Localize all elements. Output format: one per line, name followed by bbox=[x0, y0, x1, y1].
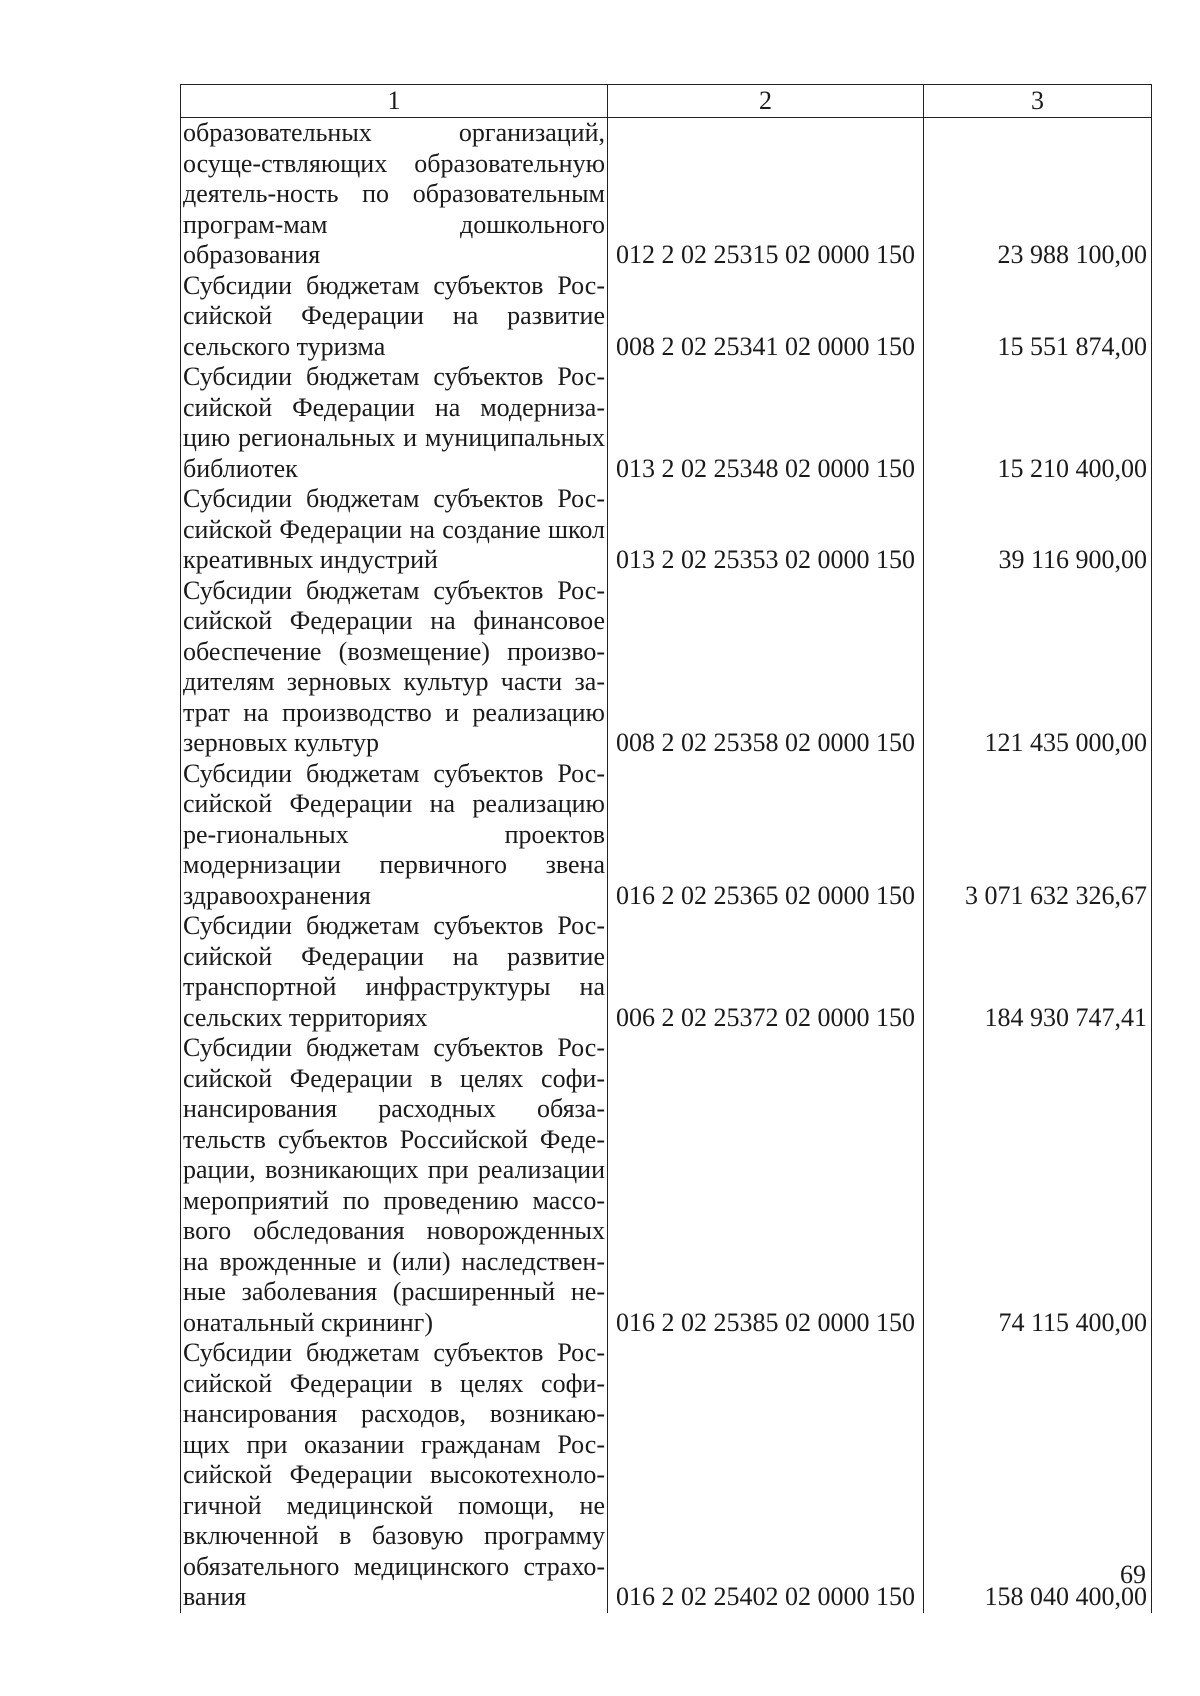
row-amount: 74 115 400,00 bbox=[924, 1033, 1152, 1338]
row-budget-code: 013 2 02 25348 02 0000 150 bbox=[608, 362, 924, 484]
row-amount: 121 435 000,00 bbox=[924, 576, 1152, 759]
row-amount: 15 551 874,00 bbox=[924, 271, 1152, 363]
row-budget-code: 006 2 02 25372 02 0000 150 bbox=[608, 911, 924, 1033]
header-row bbox=[181, 85, 1152, 118]
row-description: Субсидии бюджетам субъектов Рос-сийской Федерации на модерниза-цию региональных и муниципальных библиотек bbox=[181, 362, 608, 484]
row-description: Субсидии бюджетам субъектов Рос-сийской Федерации на развитие сельского туризма bbox=[181, 271, 608, 363]
row-description: Субсидии бюджетам субъектов Рос-сийской Федерации на развитие транспортной инфраструктуры на сельских территориях bbox=[181, 911, 608, 1033]
row-budget-code: 016 2 02 25402 02 0000 150 bbox=[608, 1338, 924, 1613]
table-row bbox=[181, 576, 1152, 759]
row-budget-code: 008 2 02 25358 02 0000 150 bbox=[608, 576, 924, 759]
table-row bbox=[181, 759, 1152, 912]
table-row bbox=[181, 362, 1152, 484]
page-number: 69 bbox=[1120, 1560, 1146, 1589]
row-amount: 23 988 100,00 bbox=[924, 118, 1152, 271]
table-row bbox=[181, 1338, 1152, 1613]
row-budget-code: 008 2 02 25341 02 0000 150 bbox=[608, 271, 924, 363]
row-description: Субсидии бюджетам субъектов Рос-сийской Федерации на реализацию ре-гиональных проектов модернизации первичного звена здравоохранения bbox=[181, 759, 608, 912]
row-description: образовательных организаций, осуще-ствляющих образовательную деятель-ность по образовательным програм-мам дошкольного образования bbox=[181, 118, 608, 271]
row-description: Субсидии бюджетам субъектов Рос-сийской Федерации на создание школ креативных индустрий bbox=[181, 484, 608, 576]
row-budget-code: 013 2 02 25353 02 0000 150 bbox=[608, 484, 924, 576]
budget-table bbox=[180, 84, 1152, 1613]
row-amount: 158 040 400,00 bbox=[924, 1338, 1152, 1613]
table-row bbox=[181, 1033, 1152, 1338]
row-description: Субсидии бюджетам субъектов Рос-сийской Федерации на финансовое обеспечение (возмещение) произво-дителям зерновых культур части за-трат на производство и реализацию зерновых культур bbox=[181, 576, 608, 759]
row-amount: 3 071 632 326,67 bbox=[924, 759, 1152, 912]
table-row bbox=[181, 484, 1152, 576]
row-description: Субсидии бюджетам субъектов Рос-сийской Федерации в целях софи-нансирования расходов, возникаю-щих при оказании гражданам Рос-сийской Федерации высокотехноло-гичной медицинской помощи, не включенной в базовую программу обязательного медицинского страхо-вания bbox=[181, 1338, 608, 1613]
row-budget-code: 016 2 02 25365 02 0000 150 bbox=[608, 759, 924, 912]
row-description: Субсидии бюджетам субъектов Рос-сийской Федерации в целях софи-нансирования расходных обяза-тельств субъектов Российской Феде-рации, возникающих при реализации мероприятий по проведению массо-вого обследования новорожденных на врожденные и (или) наследствен-ные заболевания (расширенный не-онатальный скрининг) bbox=[181, 1033, 608, 1338]
table-row bbox=[181, 911, 1152, 1033]
row-budget-code: 016 2 02 25385 02 0000 150 bbox=[608, 1033, 924, 1338]
row-amount: 39 116 900,00 bbox=[924, 484, 1152, 576]
row-amount: 184 930 747,41 bbox=[924, 911, 1152, 1033]
table-row bbox=[181, 118, 1152, 271]
table-row bbox=[181, 271, 1152, 363]
column-header-3: 3 bbox=[924, 85, 1152, 118]
column-header-1: 1 bbox=[181, 85, 608, 118]
row-amount: 15 210 400,00 bbox=[924, 362, 1152, 484]
column-header-2: 2 bbox=[608, 85, 924, 118]
row-budget-code: 012 2 02 25315 02 0000 150 bbox=[608, 118, 924, 271]
